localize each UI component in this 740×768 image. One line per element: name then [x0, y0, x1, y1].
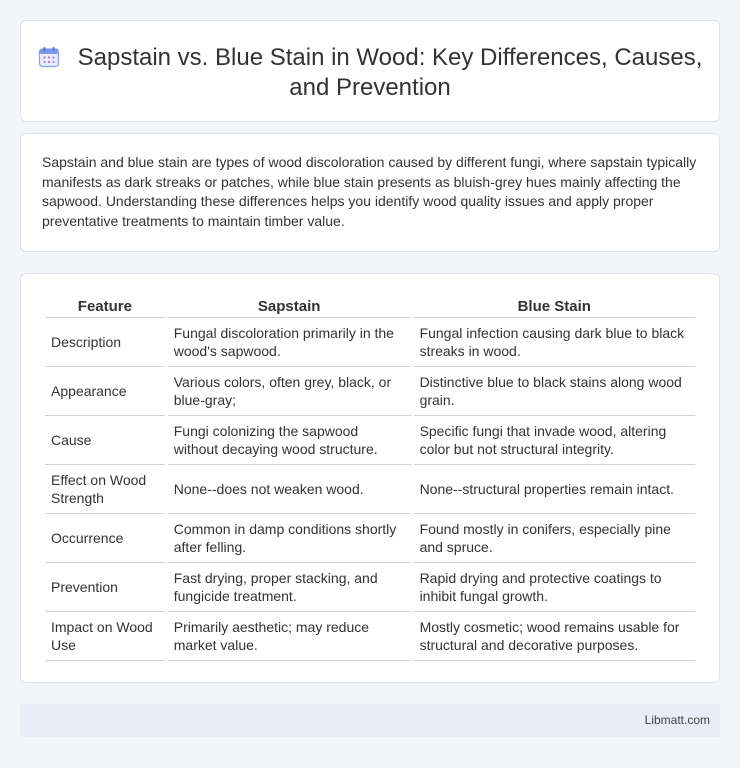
- header-sapstain: Sapstain: [168, 296, 411, 318]
- header-blue-stain: Blue Stain: [414, 296, 695, 318]
- comparison-card: [20, 273, 720, 683]
- calendar-icon: [38, 46, 60, 68]
- feature-cell: Prevention: [45, 563, 165, 612]
- blue-stain-cell: Mostly cosmetic; wood remains usable for structural and decorative purposes.: [414, 612, 695, 661]
- feature-cell: Effect on Wood Strength: [45, 465, 165, 514]
- feature-cell: Description: [45, 318, 165, 367]
- table-row: [45, 563, 695, 612]
- sapstain-cell: Primarily aesthetic; may reduce market value.: [168, 612, 411, 661]
- feature-cell: Impact on Wood Use: [45, 612, 165, 661]
- sapstain-cell: Fungi colonizing the sapwood without decaying wood structure.: [168, 416, 411, 465]
- feature-cell: Appearance: [45, 367, 165, 416]
- table-header-row: [45, 296, 695, 318]
- footer-site-link[interactable]: Libmatt.com: [644, 713, 710, 727]
- feature-cell: Cause: [45, 416, 165, 465]
- footer-bar: [20, 704, 720, 737]
- sapstain-cell: None--does not weaken wood.: [168, 465, 411, 514]
- blue-stain-cell: None--structural properties remain intact.: [414, 465, 695, 514]
- intro-card: [20, 133, 720, 252]
- feature-cell: Occurrence: [45, 514, 165, 563]
- sapstain-cell: Fast drying, proper stacking, and fungicide treatment.: [168, 563, 411, 612]
- title-text: Sapstain vs. Blue Stain in Wood: Key Differences, Causes, and Prevention: [77, 44, 703, 101]
- table-row: [45, 514, 695, 563]
- blue-stain-cell: Found mostly in conifers, especially pine and spruce.: [414, 514, 695, 563]
- blue-stain-cell: Distinctive blue to black stains along wood grain.: [414, 367, 695, 416]
- sapstain-cell: Common in damp conditions shortly after felling.: [168, 514, 411, 563]
- blue-stain-cell: Rapid drying and protective coatings to inhibit fungal growth.: [414, 563, 695, 612]
- header-feature: Feature: [45, 296, 165, 318]
- comparison-table: [42, 296, 698, 661]
- blue-stain-cell: Fungal infection causing dark blue to black streaks in wood.: [414, 318, 695, 367]
- sapstain-cell: Fungal discoloration primarily in the wood's sapwood.: [168, 318, 411, 367]
- title-card: [20, 20, 720, 122]
- table-row: [45, 612, 695, 661]
- table-row: [45, 318, 695, 367]
- table-row: [45, 416, 695, 465]
- intro-paragraph: Sapstain and blue stain are types of wood discoloration caused by different fungi, where sapstain typically manifests as dark streaks or patches, while blue stain presents as bluish-grey hues mainly affecting the sapwood. Understanding these differences helps you identify wood quality issues and apply proper preventative treatments to maintain timber value.: [42, 154, 697, 229]
- page-title: [21, 43, 719, 103]
- table-row: [45, 465, 695, 514]
- sapstain-cell: Various colors, often grey, black, or blue-gray;: [168, 367, 411, 416]
- blue-stain-cell: Specific fungi that invade wood, altering color but not structural integrity.: [414, 416, 695, 465]
- table-row: [45, 367, 695, 416]
